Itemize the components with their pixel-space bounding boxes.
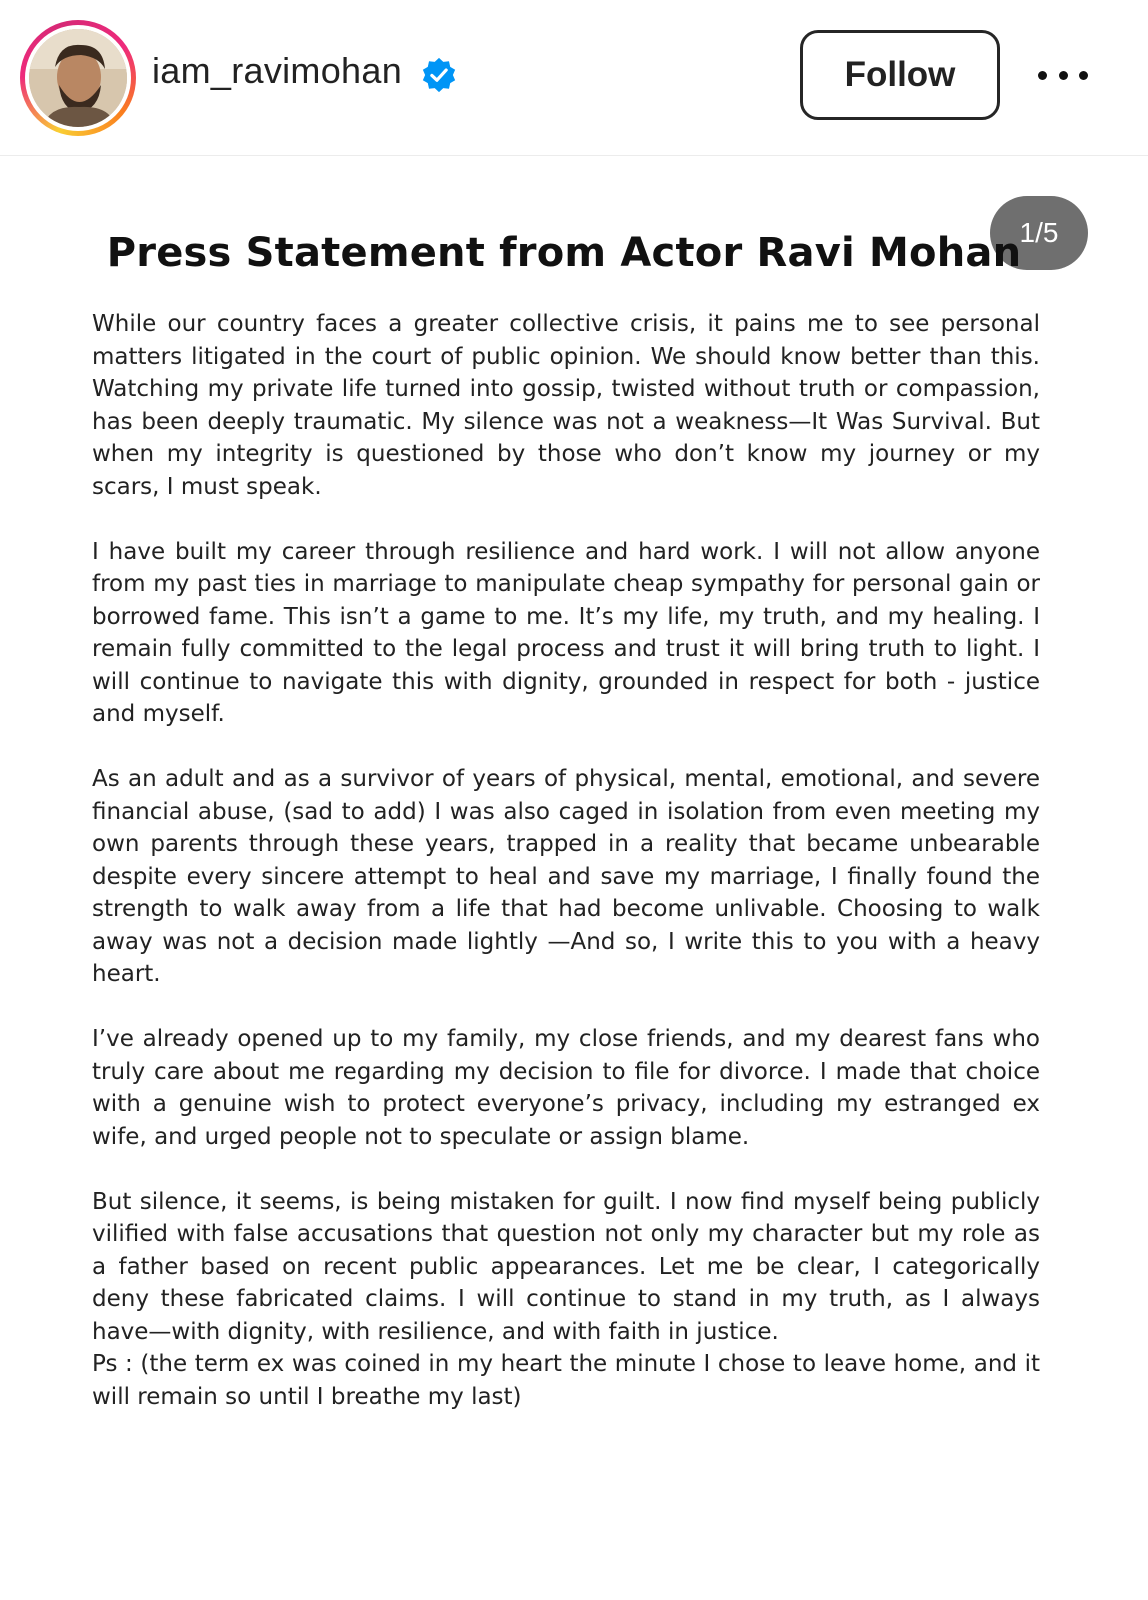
post-header bbox=[0, 0, 1148, 156]
username[interactable]: iam_ravimohan bbox=[152, 50, 403, 91]
more-options-icon[interactable] bbox=[1038, 62, 1088, 88]
dot bbox=[1059, 71, 1068, 80]
statement-paragraph: As an adult and as a survivor of years of physical, mental, emotional, and severe financial abuse, (sad to add) I was also caged in isolation from even meeting my own parents through these years, trapped in a reality that became unbearable despite every sincere attempt to heal and save my marriage, I finally found the strength to walk away from a life that had become unlivable. Choosing to walk away was not a decision made lightly —And so, I write this to you with a heavy heart. bbox=[92, 766, 1040, 987]
follow-button[interactable]: Follow bbox=[800, 30, 1000, 120]
dot bbox=[1079, 71, 1088, 80]
statement-paragraph: I’ve already opened up to my family, my close friends, and my dearest fans who truly care about me regarding my decision to file for divorce. I made that choice with a genuine wish to protect everyone’s privacy, including my estranged ex wife, and urged people not to speculate or assign blame. bbox=[92, 1026, 1040, 1150]
verified-badge-icon bbox=[420, 56, 458, 94]
carousel-counter: 1/5 bbox=[990, 196, 1088, 270]
statement-paragraph: While our country faces a greater collective crisis, it pains me to see personal matters litigated in the court of public opinion. We should know better than this. Watching my private life turned into gossip, twisted without truth or compassion, has been deeply traumatic. My silence was not a weakness—It Was Survival. But when my integrity is questioned by those who don’t know my journey or my scars, I must speak. bbox=[92, 311, 1040, 500]
statement-paragraph: But silence, it seems, is being mistaken for guilt. I now find myself being publicly vilified with false accusations that question not only my character but my role as a father based on recent public appearances. Let me be clear, I categorically deny these fabricated claims. I will continue to stand in my truth, as I always have—with dignity, with resilience, and with faith in justice. bbox=[92, 1188, 1040, 1345]
statement-title: Press Statement from Actor Ravi Mohan bbox=[106, 230, 1022, 276]
story-ring[interactable] bbox=[20, 20, 136, 136]
statement-paragraph: I have built my career through resilience and hard work. I will not allow anyone from my past ties in marriage to manipulate cheap sympathy for personal gain or borrowed fame. This isn’t a game to me. It’s my life, my truth, and my healing. I remain fully committed to the legal process and trust it will bring truth to light. I will continue to navigate this with dignity, grounded in respect for both - justice and myself. bbox=[92, 538, 1040, 727]
statement-postscript: Ps : (the term ex was coined in my heart the minute I chose to leave home, and it will remain so until I breathe my last) bbox=[92, 1351, 1040, 1410]
avatar[interactable] bbox=[29, 29, 127, 127]
avatar-photo bbox=[29, 29, 127, 127]
dot bbox=[1038, 71, 1047, 80]
avatar-gap bbox=[25, 25, 131, 131]
statement-body bbox=[92, 308, 1040, 1413]
